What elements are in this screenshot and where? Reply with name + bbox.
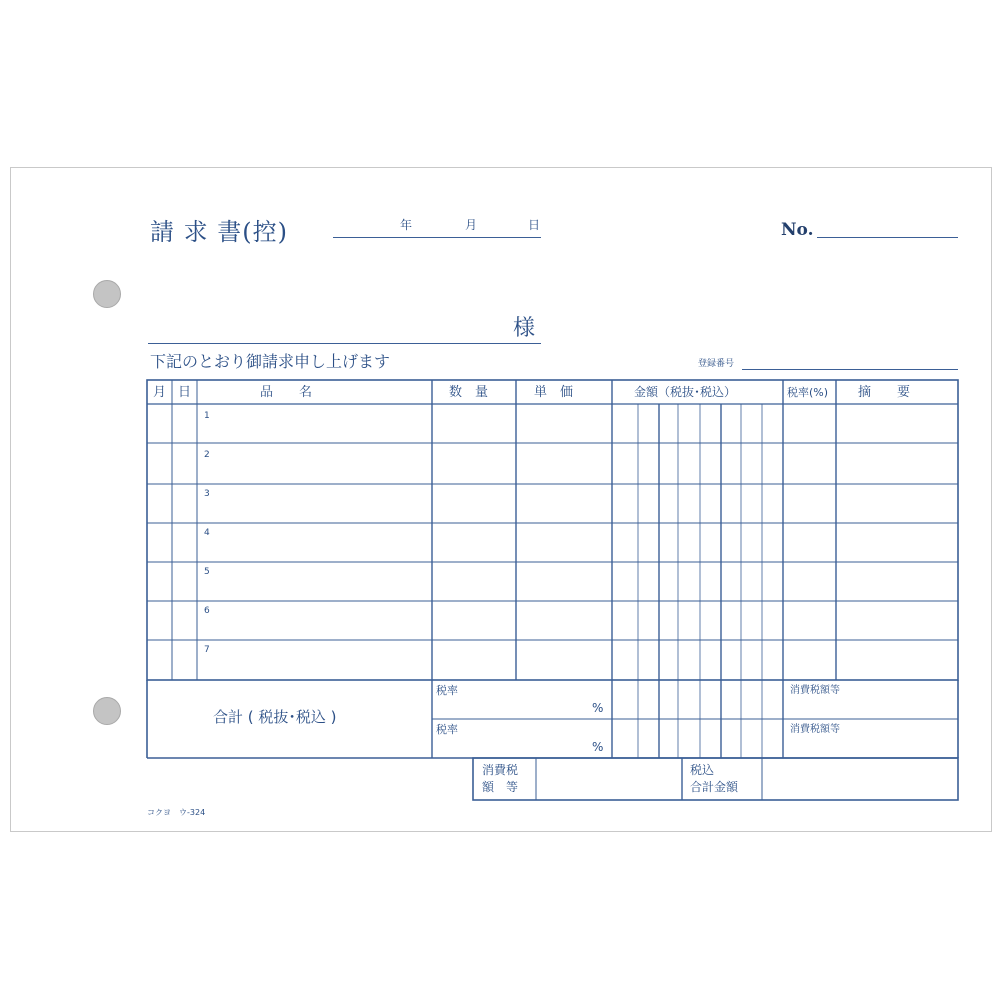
consumption-tax-amount-label: 消費税	[482, 763, 519, 777]
header-day: 日	[178, 385, 192, 400]
header-quantity: 数 量	[449, 385, 489, 400]
document-title: 請 求 書(控)	[150, 218, 288, 246]
row-number: 5	[204, 567, 210, 577]
consumption-tax-etc-1: 消費税額等	[790, 685, 840, 696]
header-tax-rate: 税率(%)	[787, 386, 829, 399]
tax-included-total-label: 税込	[690, 763, 715, 777]
header-item-name: 品 名	[260, 385, 313, 400]
row-number: 6	[204, 606, 210, 616]
date-month-label: 月	[465, 218, 478, 232]
row-number: 2	[204, 450, 210, 460]
consumption-tax-etc-2: 消費税額等	[790, 724, 840, 735]
row-number: 3	[204, 489, 210, 499]
header-remarks: 摘 要	[858, 385, 911, 400]
percent-2: %	[592, 740, 604, 754]
tax-rate-label-1: 税率	[436, 684, 458, 697]
total-label: 合計 ( 税抜･税込 )	[213, 708, 337, 726]
consumption-tax-amount-label-2: 額 等	[482, 780, 519, 794]
date-year-label: 年	[400, 218, 413, 232]
date-day-label: 日	[528, 218, 541, 232]
intro-text: 下記のとおり御請求申し上げます	[150, 352, 391, 371]
tax-rate-label-2: 税率	[436, 723, 458, 736]
row-number: 7	[204, 645, 210, 655]
row-number: 1	[204, 411, 210, 421]
product-code: コクヨ ウ-324	[147, 808, 206, 817]
row-number: 4	[204, 528, 210, 538]
header-unit-price: 単 価	[534, 385, 574, 400]
recipient-suffix: 様	[513, 316, 536, 341]
header-amount: 金額（税抜･税込）	[634, 385, 737, 399]
number-label: No.	[781, 220, 814, 240]
tax-included-total-label-2: 合計金額	[690, 780, 739, 794]
header-month: 月	[153, 385, 167, 400]
registration-label: 登録番号	[698, 359, 735, 369]
percent-1: %	[592, 701, 604, 715]
